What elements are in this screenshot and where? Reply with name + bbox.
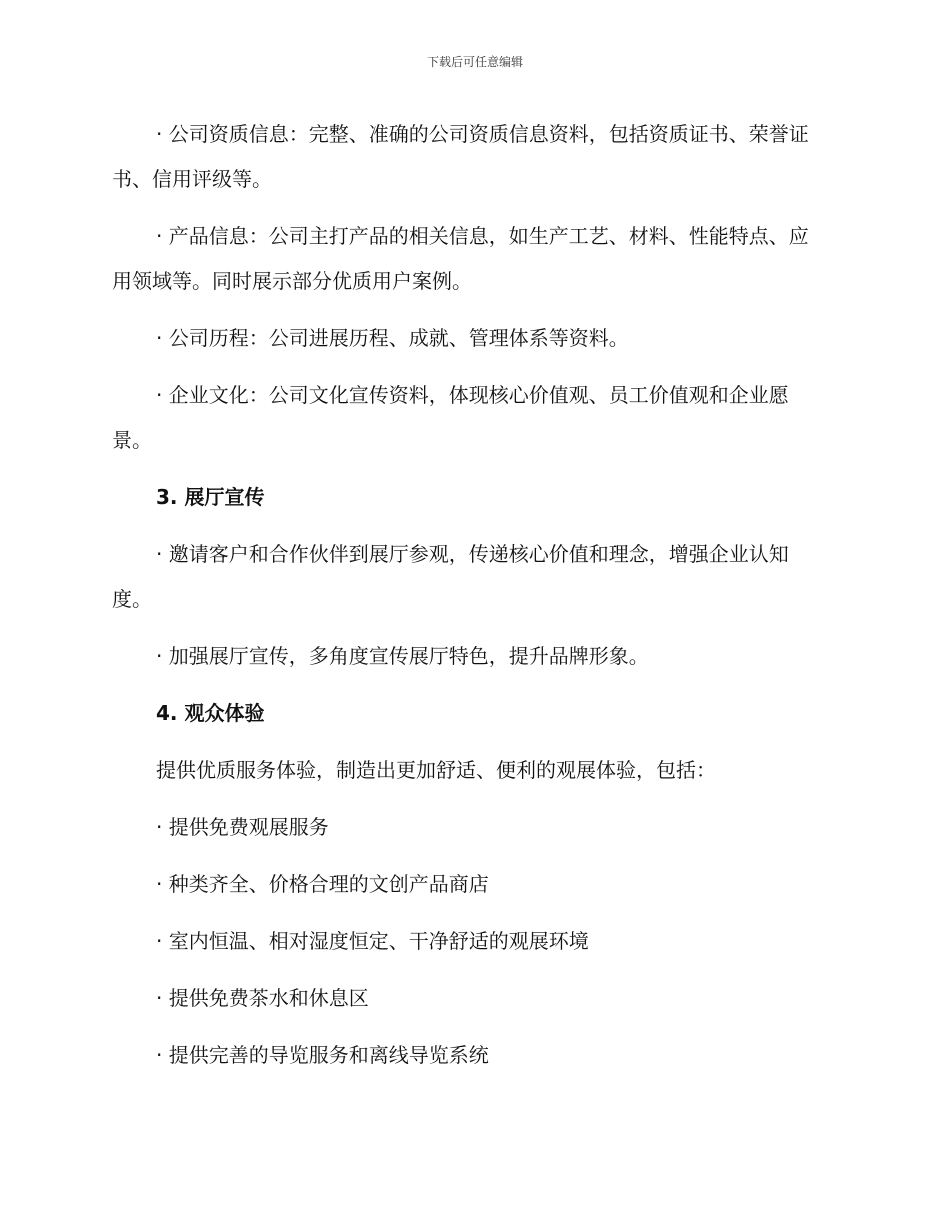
- section-heading-showroom-promotion: 3. 展厅宣传: [156, 485, 265, 509]
- paragraph-company-history: · 公司历程：公司进展历程、成就、管理体系等资料。: [156, 326, 629, 350]
- paragraph-corporate-culture: · 企业文化：公司文化宣传资料，体现核心价值观、员工价值观和企业愿景。: [112, 383, 789, 452]
- paragraph-invite-clients: · 邀请客户和合作伙伴到展厅参观，传递核心价值和理念，增强企业认知度。: [112, 542, 789, 611]
- list-item-free-service: · 提供免费观展服务: [156, 815, 329, 839]
- section-heading-visitor-experience: 4. 观众体验: [156, 701, 265, 725]
- list-item-tea-rest-area: · 提供免费茶水和休息区: [156, 986, 369, 1010]
- paragraph-experience-intro: 提供优质服务体验，制造出更加舒适、便利的观展体验，包括：: [156, 758, 716, 782]
- document-content: [112, 112, 828, 1078]
- paragraph-strengthen-promotion: · 加强展厅宣传，多角度宣传展厅特色，提升品牌形象。: [156, 644, 649, 668]
- list-item-guide-system: · 提供完善的导览服务和离线导览系统: [156, 1043, 489, 1067]
- list-item-cultural-shop: · 种类齐全、价格合理的文创产品商店: [156, 872, 489, 896]
- paragraph-product-info: · 产品信息：公司主打产品的相关信息，如生产工艺、材料、性能特点、应用领域等。同时展示部分优质用户案例。: [112, 224, 809, 293]
- paragraph-company-qualification: · 公司资质信息：完整、准确的公司资质信息资料，包括资质证书、荣誉证书、信用评级等。: [112, 122, 809, 191]
- list-item-environment: · 室内恒温、相对湿度恒定、干净舒适的观展环境: [156, 929, 589, 953]
- header-note: 下载后可任意编辑: [426, 55, 523, 69]
